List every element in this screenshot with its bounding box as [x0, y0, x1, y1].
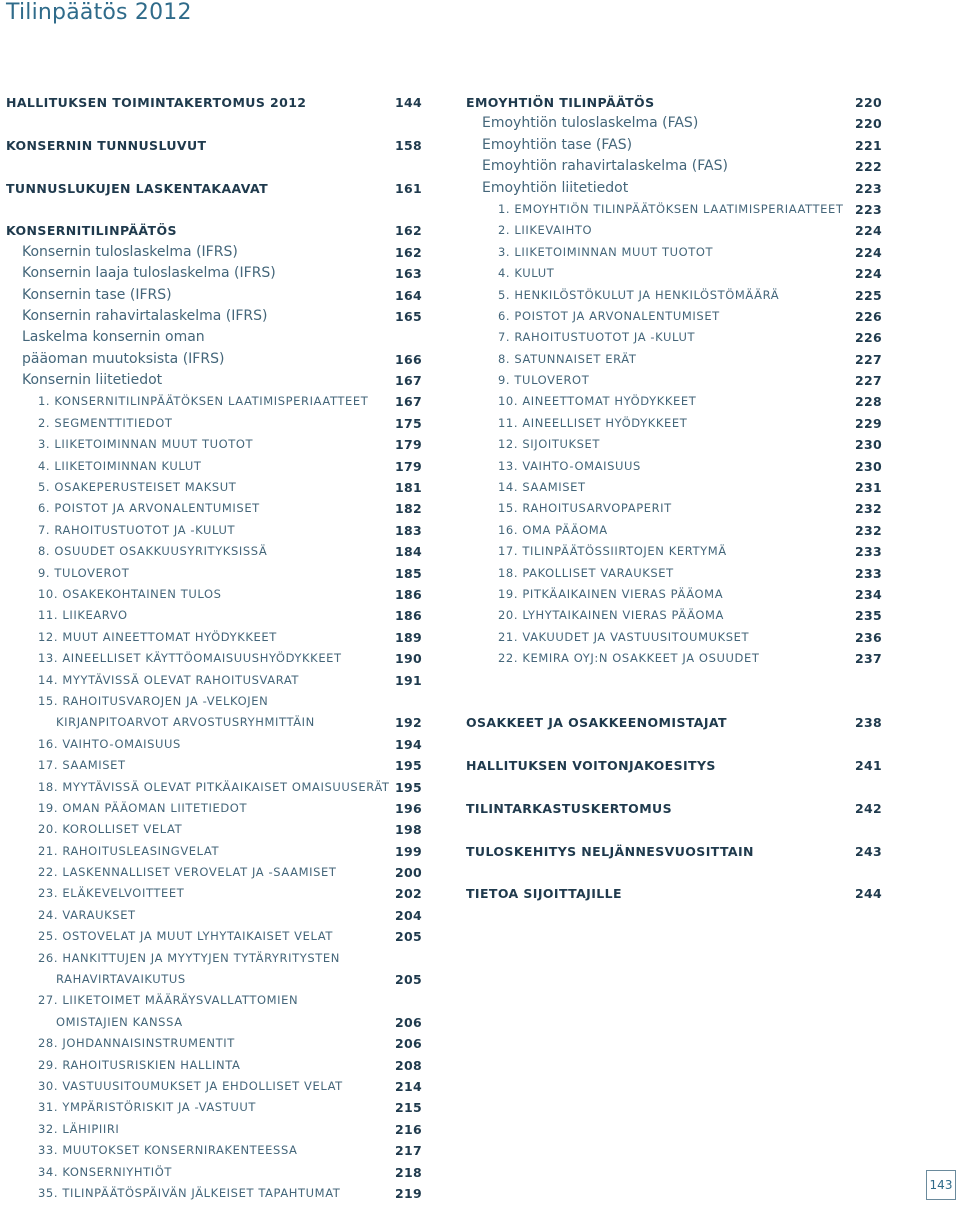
toc-entry-label: 9. TULOVEROT: [498, 373, 590, 388]
toc-entry-label: 2. LIIKEVAIHTO: [498, 223, 593, 238]
toc-entry-page: 162: [395, 223, 422, 239]
toc-entry-label: 33. MUUTOKSET KONSERNIRAKENTEESSA: [38, 1143, 298, 1158]
toc-entry-label: 17. TILINPÄÄTÖSSIIRTOJEN KERTYMÄ: [498, 544, 727, 559]
toc-entry-label: TIETOA SIJOITTAJILLE: [466, 886, 622, 902]
toc-entry-label: 8. OSUUDET OSAKKUUSYRITYKSISSÄ: [38, 544, 268, 559]
toc-entry-page: 198: [395, 822, 422, 838]
toc-heading-entry[interactable]: [466, 755, 882, 776]
toc-entry-page: 183: [395, 522, 422, 538]
toc-entry-page: 237: [855, 651, 882, 667]
toc-entry-label: 30. VASTUUSITOUMUKSET JA EHDOLLISET VELAT: [38, 1078, 343, 1093]
toc-entry-page: 181: [395, 480, 422, 496]
toc-entry-label: 14. MYYTÄVISSÄ OLEVAT RAHOITUSVARAT: [38, 672, 300, 687]
toc-heading-entry[interactable]: [6, 220, 422, 241]
toc-entry-label: 15. RAHOITUSVAROJEN JA -VELKOJEN: [38, 693, 269, 708]
toc-entry-page: 195: [395, 779, 422, 795]
toc-entry-page: 224: [855, 244, 882, 260]
toc-entry-page: 167: [395, 394, 422, 410]
toc-entry-page: 230: [855, 458, 882, 474]
toc-heading-entry[interactable]: [466, 712, 882, 733]
toc-entry-label: 2. SEGMENTTITIEDOT: [38, 415, 173, 430]
toc-entry-label: 6. POISTOT JA ARVONALENTUMISET: [38, 501, 260, 516]
toc-entry-label: 3. LIIKETOIMINNAN MUUT TUOTOT: [498, 244, 714, 259]
toc-entry-page: 231: [855, 480, 882, 496]
toc-entry-label: KONSERNITILINPÄÄTÖS: [6, 223, 177, 239]
toc-entry-page: 186: [395, 586, 422, 602]
toc-entry-label: Konsernin liitetiedot: [22, 372, 163, 389]
toc-entry-page: 236: [855, 629, 882, 645]
toc-note-entry[interactable]: [6, 1076, 422, 1097]
toc-entry-label: Emoyhtiön tuloslaskelma (FAS): [482, 115, 699, 132]
toc-note-entry[interactable]: [466, 434, 882, 455]
toc-entry-label: 26. HANKITTUJEN JA MYYTYJEN TYTÄRYRITYSTEN: [38, 950, 340, 965]
toc-note-entry[interactable]: [6, 498, 422, 519]
toc-entry-page: 204: [395, 907, 422, 923]
toc-spacer: [466, 862, 882, 883]
toc-entry-label: TUNNUSLUKUJEN LASKENTAKAAVAT: [6, 180, 269, 196]
toc-note-entry[interactable]: [466, 349, 882, 370]
toc-entry-page: 227: [855, 351, 882, 367]
toc-entry-label: 20. LYHYTAIKAINEN VIERAS PÄÄOMA: [498, 608, 724, 623]
toc-note-entry[interactable]: [6, 605, 422, 626]
toc-note-entry[interactable]: [6, 777, 422, 798]
toc-entry-label: Konsernin laaja tuloslaskelma (IFRS): [22, 265, 276, 282]
toc-entry-page: 232: [855, 501, 882, 517]
toc-entry-page: 244: [855, 886, 882, 902]
toc-note-entry[interactable]: [6, 1140, 422, 1161]
toc-note-entry[interactable]: [466, 199, 882, 220]
toc-entry-label: 14. SAAMISET: [498, 480, 586, 495]
toc-entry-page: 191: [395, 672, 422, 688]
toc-note-entry[interactable]: [466, 220, 882, 241]
toc-note-entry[interactable]: [466, 285, 882, 306]
toc-entry-label: pääoman muutoksista (IFRS): [22, 350, 225, 367]
toc-entry-page: 217: [395, 1143, 422, 1159]
toc-entry-page: 194: [395, 736, 422, 752]
toc-entry-page: 226: [855, 308, 882, 324]
toc-note-entry[interactable]: [6, 734, 422, 755]
toc-entry-page: 225: [855, 287, 882, 303]
toc-entry-label: 35. TILINPÄÄTÖSPÄIVÄN JÄLKEISET TAPAHTUMAT: [38, 1185, 341, 1200]
toc-sub-entry[interactable]: [6, 285, 422, 306]
toc-note-entry[interactable]: [466, 605, 882, 626]
toc-sub-entry[interactable]: [6, 242, 422, 263]
toc-note-entry[interactable]: [6, 648, 422, 669]
toc-note-entry[interactable]: [6, 1033, 422, 1054]
toc-entry-label: 28. JOHDANNAISINSTRUMENTIT: [38, 1036, 235, 1051]
toc-entry-page: 220: [855, 116, 882, 132]
toc-entry-page: 214: [395, 1078, 422, 1094]
toc-note-entry[interactable]: [466, 327, 882, 348]
toc-entry-label: Emoyhtiön liitetiedot: [482, 179, 629, 196]
toc-entry-label: 21. RAHOITUSLEASINGVELAT: [38, 843, 220, 858]
toc-entry-page: 205: [395, 929, 422, 945]
toc-entry-label: 13. AINEELLISET KÄYTTÖOMAISUUSHYÖDYKKEET: [38, 651, 342, 666]
toc-note-entry[interactable]: [6, 990, 422, 1011]
toc-note-entry[interactable]: [466, 413, 882, 434]
toc-note-entry[interactable]: [6, 1012, 422, 1033]
toc-entry-label: 9. TULOVEROT: [38, 565, 130, 580]
toc-entry-label: 22. KEMIRA OYJ:N OSAKKEET JA OSUUDET: [498, 651, 760, 666]
toc-entry-page: 224: [855, 266, 882, 282]
toc-entry-page: 196: [395, 800, 422, 816]
toc-sub-entry[interactable]: [466, 113, 882, 134]
toc-entry-page: 190: [395, 651, 422, 667]
toc-entry-label: 13. VAIHTO-OMAISUUS: [498, 458, 641, 473]
toc-note-entry[interactable]: [6, 627, 422, 648]
toc-heading-entry[interactable]: [6, 135, 422, 156]
toc-entry-page: 222: [855, 159, 882, 175]
toc-entry-page: 186: [395, 608, 422, 624]
toc-note-entry[interactable]: [6, 691, 422, 712]
toc-note-entry[interactable]: [6, 1183, 422, 1204]
toc-right-column: [466, 92, 882, 905]
toc-entry-page: 235: [855, 608, 882, 624]
toc-sub-entry[interactable]: [6, 349, 422, 370]
toc-entry-page: 192: [395, 715, 422, 731]
toc-entry-page: 234: [855, 586, 882, 602]
toc-note-entry[interactable]: [466, 520, 882, 541]
toc-entry-label: 10. OSAKEKOHTAINEN TULOS: [38, 586, 222, 601]
toc-sub-entry[interactable]: [6, 327, 422, 348]
toc-entry-label: Konsernin tuloslaskelma (IFRS): [22, 243, 238, 260]
toc-entry-page: 161: [395, 180, 422, 196]
toc-entry-label: 20. KOROLLISET VELAT: [38, 822, 183, 837]
toc-note-entry[interactable]: [6, 862, 422, 883]
toc-entry-page: 220: [855, 95, 882, 110]
toc-entry-page: 166: [395, 351, 422, 367]
toc-entry-label: 23. ELÄKEVELVOITTEET: [38, 886, 185, 901]
toc-note-entry[interactable]: [6, 948, 422, 969]
toc-entry-label: 1. KONSERNITILINPÄÄTÖKSEN LAATIMISPERIAATTEET: [38, 394, 369, 409]
toc-note-entry[interactable]: [466, 370, 882, 391]
toc-entry-label: KIRJANPITOARVOT ARVOSTUSRYHMITTÄIN: [56, 715, 315, 730]
toc-spacer: [466, 819, 882, 840]
toc-note-entry[interactable]: [466, 498, 882, 519]
toc-entry-label: RAHAVIRTAVAIKUTUS: [56, 972, 186, 987]
toc-entry-page: 185: [395, 565, 422, 581]
toc-entry-label: 22. LASKENNALLISET VEROVELAT JA -SAAMISET: [38, 865, 337, 880]
toc-sub-entry[interactable]: [466, 135, 882, 156]
toc-note-entry[interactable]: [6, 883, 422, 904]
toc-note-entry[interactable]: [6, 1119, 422, 1140]
toc-note-entry[interactable]: [6, 456, 422, 477]
toc-entry-page: 179: [395, 458, 422, 474]
toc-note-entry[interactable]: [466, 648, 882, 669]
toc-entry-page: 233: [855, 544, 882, 560]
toc-entry-label: 4. KULUT: [498, 266, 555, 281]
toc-entry-label: 7. RAHOITUSTUOTOT JA -KULUT: [38, 522, 236, 537]
toc-spacer: [466, 734, 882, 755]
toc-note-entry[interactable]: [6, 755, 422, 776]
toc-note-entry[interactable]: [6, 926, 422, 947]
toc-entry-page: 205: [395, 972, 422, 988]
toc-entry-page: 226: [855, 330, 882, 346]
toc-spacer: [6, 156, 422, 177]
toc-entry-label: 5. OSAKEPERUSTEISET MAKSUT: [38, 480, 237, 495]
toc-entry-page: 158: [395, 137, 422, 153]
toc-entry-label: 12. SIJOITUKSET: [498, 437, 601, 452]
toc-entry-label: EMOYHTIÖN TILINPÄÄTÖS: [466, 95, 655, 110]
toc-note-entry[interactable]: [6, 1162, 422, 1183]
toc-entry-label: 8. SATUNNAISET ERÄT: [498, 351, 637, 366]
toc-sub-entry[interactable]: [466, 178, 882, 199]
page-number: 143: [926, 1170, 956, 1200]
toc-note-entry[interactable]: [466, 456, 882, 477]
toc-entry-page: 228: [855, 394, 882, 410]
toc-entry-page: 223: [855, 201, 882, 217]
toc-note-entry[interactable]: [6, 541, 422, 562]
toc-note-entry[interactable]: [6, 391, 422, 412]
toc-entry-page: 218: [395, 1164, 422, 1180]
toc-entry-label: Emoyhtiön rahavirtalaskelma (FAS): [482, 158, 728, 175]
toc-spacer: [466, 691, 882, 712]
toc-entry-label: Konsernin tase (IFRS): [22, 286, 172, 303]
toc-entry-page: 233: [855, 565, 882, 581]
toc-entry-label: TILINTARKASTUSKERTOMUS: [466, 800, 672, 816]
toc-entry-page: 243: [855, 843, 882, 859]
toc-note-entry[interactable]: [466, 541, 882, 562]
toc-note-entry[interactable]: [6, 670, 422, 691]
toc-entry-page: 206: [395, 1036, 422, 1052]
toc-entry-page: 167: [395, 373, 422, 389]
toc-entry-label: 24. VARAUKSET: [38, 907, 136, 922]
toc-entry-page: 202: [395, 886, 422, 902]
toc-entry-label: 10. AINEETTOMAT HYÖDYKKEET: [498, 394, 697, 409]
toc-sub-entry[interactable]: [6, 370, 422, 391]
toc-entry-page: 162: [395, 244, 422, 260]
toc-entry-label: OMISTAJIEN KANSSA: [56, 1014, 183, 1029]
toc-note-entry[interactable]: [466, 584, 882, 605]
toc-entry-page: 189: [395, 629, 422, 645]
toc-entry-page: 144: [395, 95, 422, 110]
toc-entry-page: 195: [395, 758, 422, 774]
toc-note-entry[interactable]: [466, 242, 882, 263]
toc-entry-label: 6. POISTOT JA ARVONALENTUMISET: [498, 308, 720, 323]
toc-entry-label: TULOSKEHITYS NELJÄNNESVUOSITTAIN: [466, 843, 754, 859]
toc-entry-label: KONSERNIN TUNNUSLUVUT: [6, 137, 207, 153]
toc-entry-page: 242: [855, 800, 882, 816]
toc-entry-page: 179: [395, 437, 422, 453]
toc-entry-label: 11. AINEELLISET HYÖDYKKEET: [498, 415, 688, 430]
toc-entry-label: 19. OMAN PÄÄOMAN LIITETIEDOT: [38, 800, 248, 815]
toc-entry-page: 163: [395, 266, 422, 282]
toc-note-entry[interactable]: [466, 563, 882, 584]
toc-entry-page: 229: [855, 415, 882, 431]
toc-spacer: [466, 777, 882, 798]
toc-entry-page: 215: [395, 1100, 422, 1116]
toc-note-entry[interactable]: [6, 520, 422, 541]
toc-note-entry[interactable]: [466, 391, 882, 412]
toc-entry-label: HALLITUKSEN VOITONJAKOESITYS: [466, 758, 716, 774]
toc-note-entry[interactable]: [6, 434, 422, 455]
toc-entry-label: Laskelma konsernin oman: [22, 329, 205, 346]
toc-note-entry[interactable]: [6, 905, 422, 926]
toc-sub-entry[interactable]: [466, 156, 882, 177]
toc-entry-label: 31. YMPÄRISTÖRISKIT JA -VASTUUT: [38, 1100, 256, 1115]
toc-entry-page: 223: [855, 180, 882, 196]
toc-entry-page: 227: [855, 373, 882, 389]
toc-heading-entry[interactable]: [466, 883, 882, 904]
toc-heading-entry[interactable]: [466, 92, 882, 113]
page-title: Tilinpäätös 2012: [6, 0, 192, 25]
toc-heading-entry[interactable]: [466, 841, 882, 862]
toc-entry-label: 34. KONSERNIYHTIÖT: [38, 1164, 173, 1179]
toc-spacer: [466, 670, 882, 691]
toc-entry-label: 12. MUUT AINEETTOMAT HYÖDYKKEET: [38, 629, 277, 644]
toc-entry-label: Emoyhtiön tase (FAS): [482, 136, 633, 153]
toc-entry-page: 199: [395, 843, 422, 859]
toc-entry-label: Konsernin rahavirtalaskelma (IFRS): [22, 307, 268, 324]
toc-entry-label: 3. LIIKETOIMINNAN MUUT TUOTOT: [38, 437, 254, 452]
toc-entry-label: 18. PAKOLLISET VARAUKSET: [498, 565, 674, 580]
toc-entry-label: 19. PITKÄAIKAINEN VIERAS PÄÄOMA: [498, 586, 724, 601]
toc-entry-label: 15. RAHOITUSARVOPAPERIT: [498, 501, 672, 516]
toc-entry-label: 7. RAHOITUSTUOTOT JA -KULUT: [498, 330, 696, 345]
toc-left-column: [6, 92, 422, 1204]
toc-entry-page: 184: [395, 544, 422, 560]
toc-entry-page: 206: [395, 1014, 422, 1030]
toc-sub-entry[interactable]: [6, 263, 422, 284]
toc-note-entry[interactable]: [6, 819, 422, 840]
toc-heading-entry[interactable]: [6, 92, 422, 113]
toc-entry-label: OSAKKEET JA OSAKKEENOMISTAJAT: [466, 715, 727, 731]
toc-entry-label: 11. LIIKEARVO: [38, 608, 128, 623]
toc-entry-label: 4. LIIKETOIMINNAN KULUT: [38, 458, 202, 473]
toc-entry-label: 17. SAAMISET: [38, 758, 126, 773]
toc-note-entry[interactable]: [6, 712, 422, 733]
toc-entry-label: 25. OSTOVELAT JA MUUT LYHYTAIKAISET VELAT: [38, 929, 333, 944]
toc-entry-page: 208: [395, 1057, 422, 1073]
toc-entry-label: HALLITUKSEN TOIMINTAKERTOMUS 2012: [6, 95, 307, 110]
toc-entry-label: 32. LÄHIPIIRI: [38, 1121, 120, 1136]
toc-entry-page: 216: [395, 1121, 422, 1137]
toc-note-entry[interactable]: [466, 477, 882, 498]
toc-entry-label: 18. MYYTÄVISSÄ OLEVAT PITKÄAIKAISET OMAISUUSERÄT: [38, 779, 390, 794]
toc-note-entry[interactable]: [466, 306, 882, 327]
toc-entry-page: 164: [395, 287, 422, 303]
toc-entry-page: 221: [855, 137, 882, 153]
toc-entry-page: 224: [855, 223, 882, 239]
toc-entry-page: 238: [855, 715, 882, 731]
toc-note-entry[interactable]: [6, 584, 422, 605]
toc-entry-label: 1. EMOYHTIÖN TILINPÄÄTÖKSEN LAATIMISPERIAATTEET: [498, 201, 844, 216]
toc-note-entry[interactable]: [466, 627, 882, 648]
toc-entry-page: 165: [395, 308, 422, 324]
toc-note-entry[interactable]: [6, 1097, 422, 1118]
toc-entry-page: 241: [855, 758, 882, 774]
toc-entry-page: 219: [395, 1185, 422, 1201]
toc-entry-label: 5. HENKILÖSTÖKULUT JA HENKILÖSTÖMÄÄRÄ: [498, 287, 780, 302]
toc-heading-entry[interactable]: [6, 178, 422, 199]
toc-note-entry[interactable]: [6, 1055, 422, 1076]
toc-spacer: [6, 113, 422, 134]
toc-note-entry[interactable]: [466, 263, 882, 284]
toc-entry-page: 182: [395, 501, 422, 517]
toc-sub-entry[interactable]: [6, 306, 422, 327]
toc-entry-page: 200: [395, 865, 422, 881]
toc-note-entry[interactable]: [6, 969, 422, 990]
toc-note-entry[interactable]: [6, 563, 422, 584]
toc-entry-label: 27. LIIKETOIMET MÄÄRÄYSVALLATTOMIEN: [38, 993, 299, 1008]
toc-entry-page: 232: [855, 522, 882, 538]
toc-note-entry[interactable]: [6, 798, 422, 819]
toc-note-entry[interactable]: [6, 477, 422, 498]
toc-note-entry[interactable]: [6, 413, 422, 434]
toc-entry-page: 230: [855, 437, 882, 453]
toc-entry-label: 21. VAKUUDET JA VASTUUSITOUMUKSET: [498, 629, 750, 644]
toc-note-entry[interactable]: [6, 841, 422, 862]
toc-entry-label: 16. OMA PÄÄOMA: [498, 522, 608, 537]
toc-entry-label: 29. RAHOITUSRISKIEN HALLINTA: [38, 1057, 241, 1072]
toc-heading-entry[interactable]: [466, 798, 882, 819]
toc-spacer: [6, 199, 422, 220]
toc-entry-page: 175: [395, 415, 422, 431]
toc-entry-label: 16. VAIHTO-OMAISUUS: [38, 736, 181, 751]
